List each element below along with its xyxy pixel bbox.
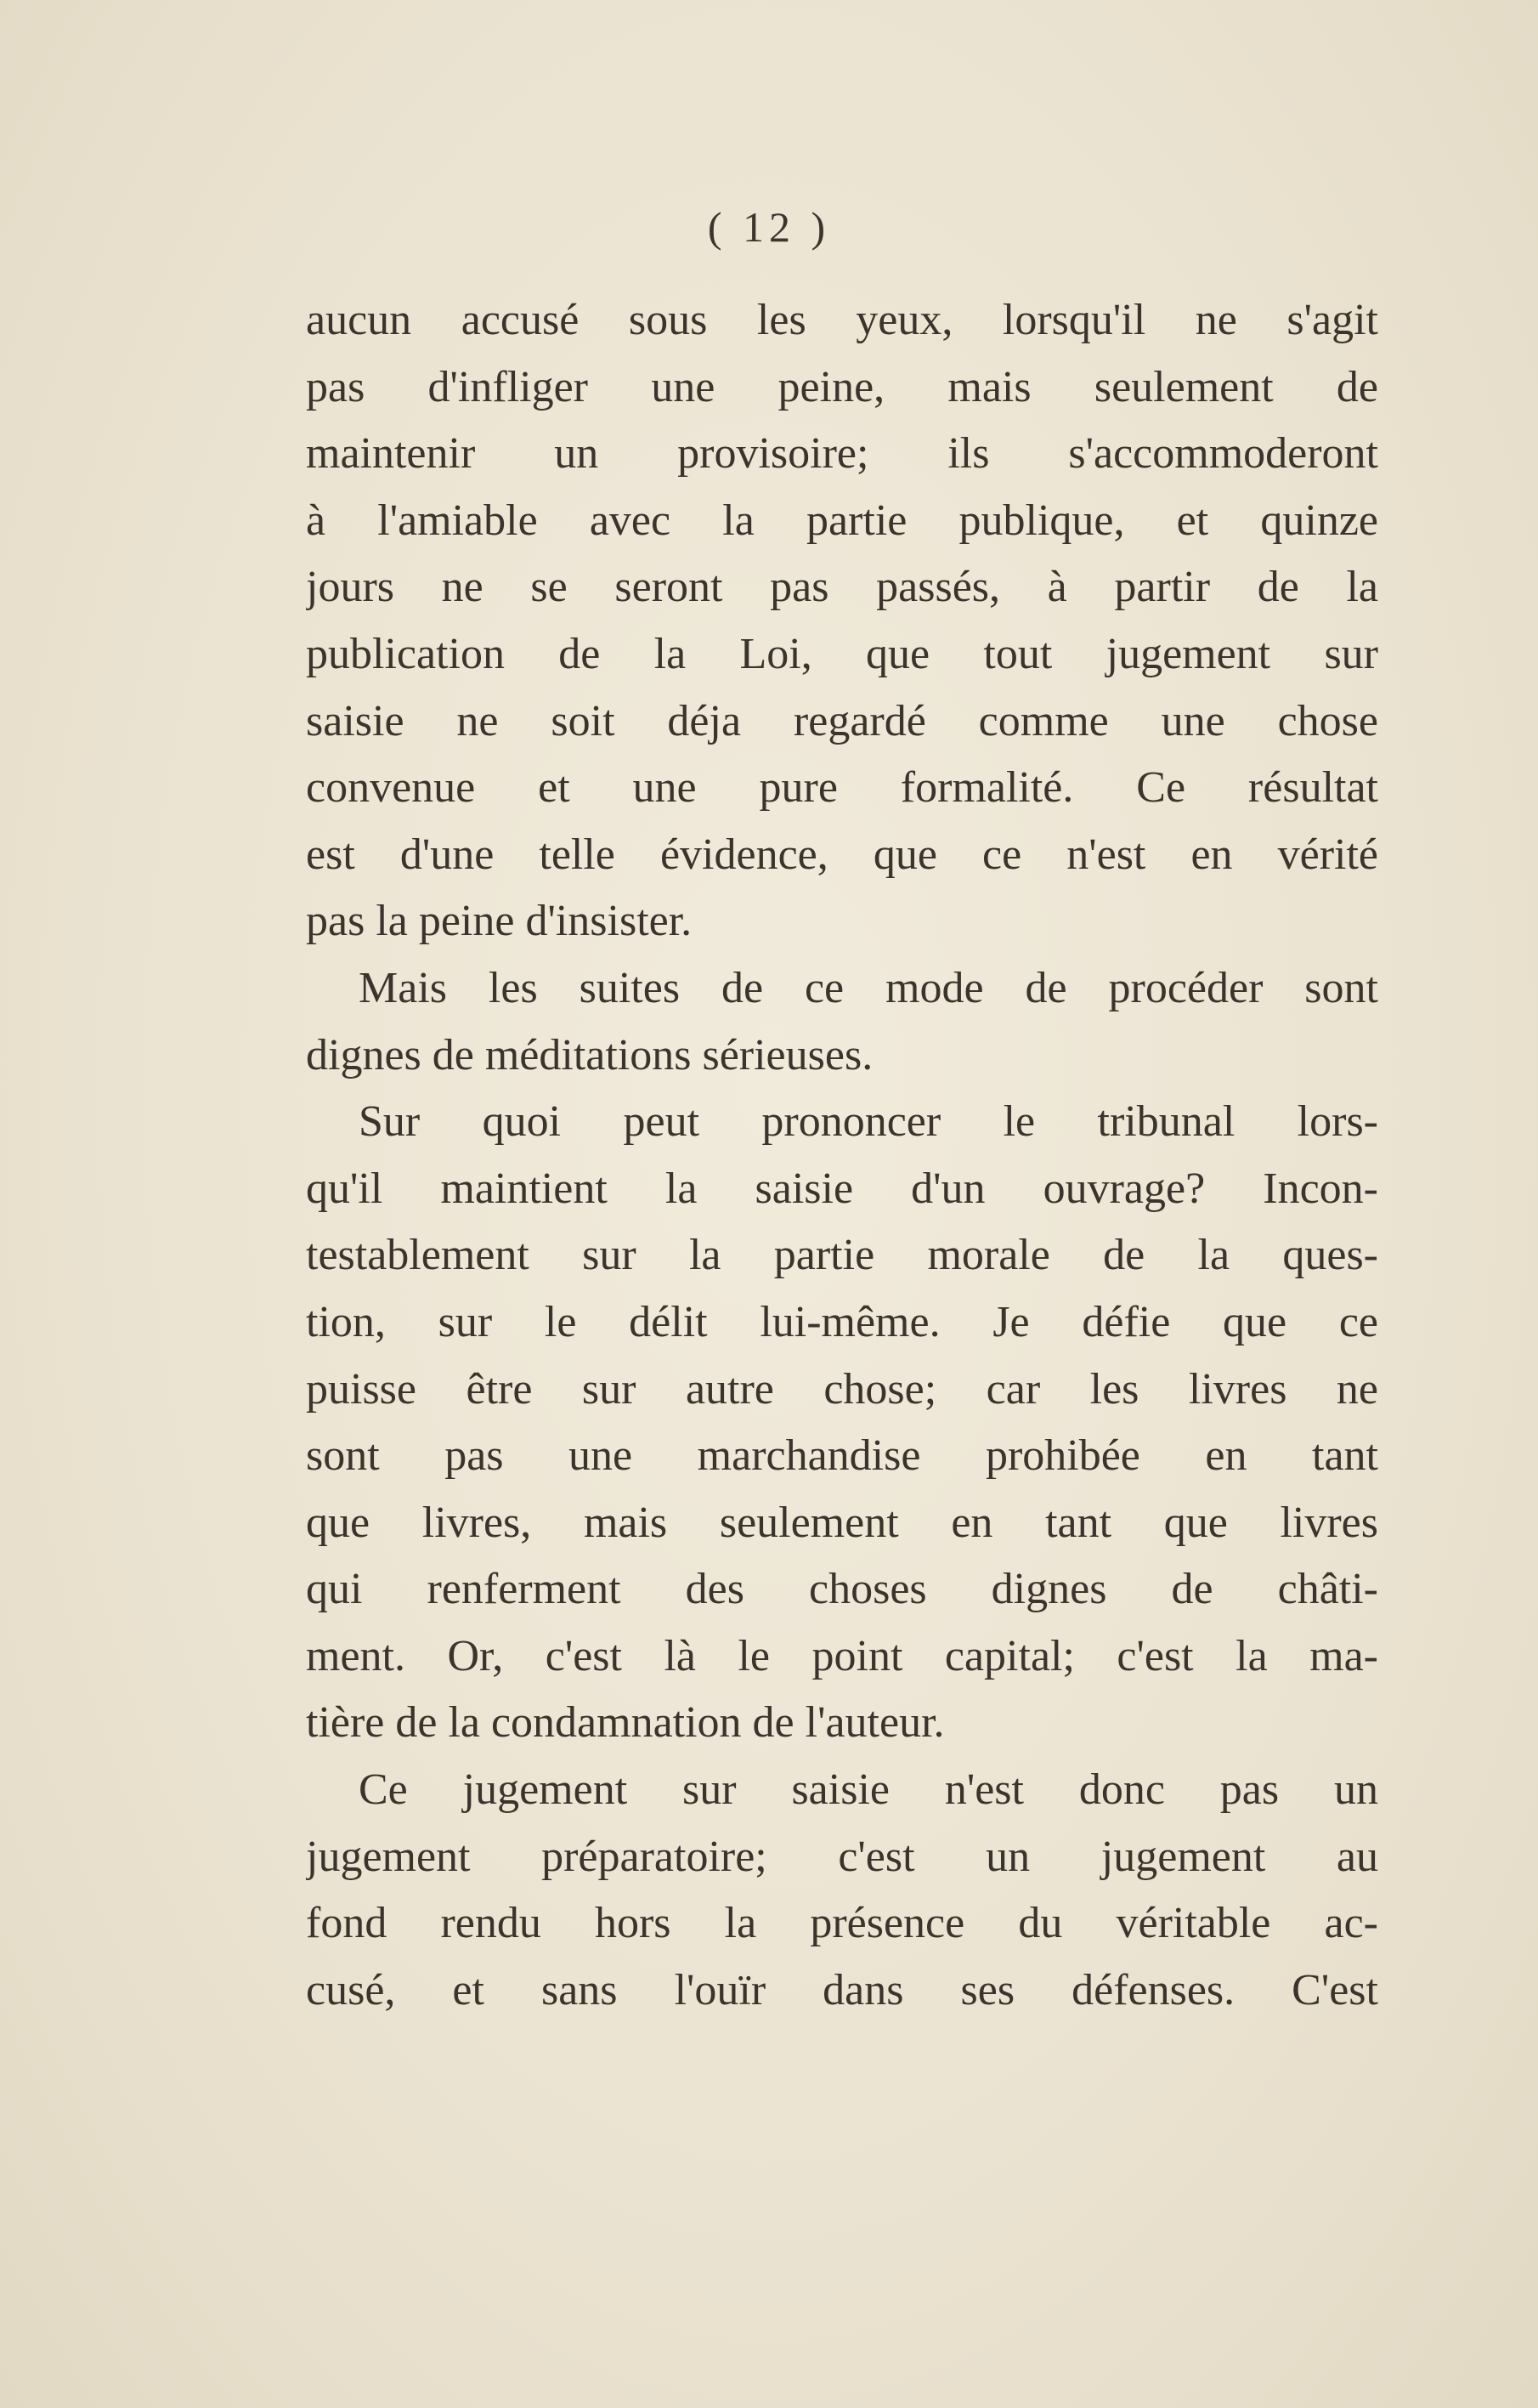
text-line: puisse être sur autre chose; car les livres ne	[306, 1364, 1378, 1414]
text-line: publication de la Loi, que tout jugement sur	[306, 629, 1378, 678]
body-text	[306, 287, 1378, 2024]
text-line: pas d'infliger une peine, mais seulement de	[306, 362, 1378, 411]
text-line: aucun accusé sous les yeux, lorsqu'il ne s'agit	[306, 296, 1378, 344]
text-line: à l'amiable avec la partie publique, et quinze	[306, 496, 1378, 545]
text-line: qu'il maintient la saisie d'un ouvrage? Incon-	[306, 1164, 1378, 1213]
text-line: fond rendu hors la présence du véritable ac-	[306, 1899, 1378, 1948]
text-line: testablement sur la partie morale de la ques-	[306, 1231, 1378, 1280]
text-line: jugement préparatoire; c'est un jugement au	[306, 1832, 1378, 1881]
text-line: sont pas une marchandise prohibée en tant	[306, 1431, 1378, 1481]
text-line: jours ne se seront pas passés, à partir de la	[306, 563, 1378, 612]
text-line: qui renferment des choses dignes de châti-	[306, 1565, 1378, 1614]
text-line: Mais les suites de ce mode de procéder sont	[359, 963, 1378, 1012]
text-line: tière de la condamnation de l'auteur.	[306, 1698, 945, 1748]
text-line: maintenir un provisoire; ils s'accommoderont	[306, 429, 1378, 479]
text-line: dignes de méditations sérieuses.	[306, 1030, 874, 1079]
text-line: Sur quoi peut prononcer le tribunal lors-	[359, 1097, 1378, 1147]
text-line: pas la peine d'insister.	[306, 897, 693, 946]
text-line: est d'une telle évidence, que ce n'est en vérité	[306, 830, 1378, 879]
text-line: que livres, mais seulement en tant que livres	[306, 1498, 1378, 1547]
text-line: saisie ne soit déja regardé comme une chose	[306, 696, 1378, 745]
page-number: ( 12 )	[707, 203, 831, 251]
text-line: cusé, et sans l'ouïr dans ses défenses. C'est	[306, 1965, 1378, 2014]
text-line: convenue et une pure formalité. Ce résultat	[306, 763, 1378, 813]
text-line: Ce jugement sur saisie n'est donc pas un	[359, 1765, 1378, 1815]
text-line: ment. Or, c'est là le point capital; c'est la ma-	[306, 1631, 1378, 1680]
text-line: tion, sur le délit lui-même. Je défie que ce	[306, 1297, 1378, 1346]
